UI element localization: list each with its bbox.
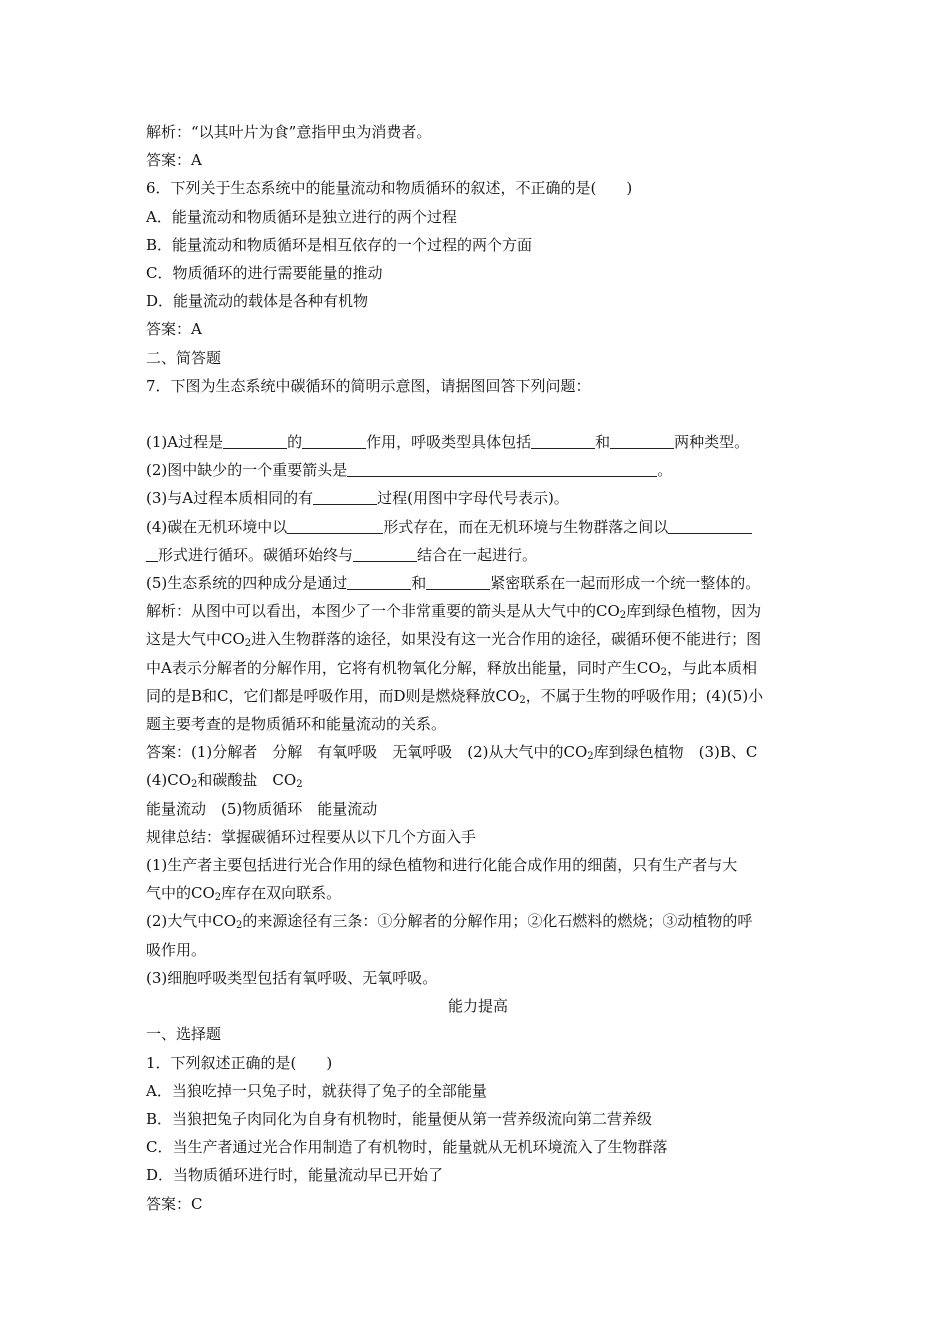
option-c: C．物质循环的进行需要能量的推动 (146, 264, 383, 283)
section-heading-short-answer: 二、简答题 (146, 348, 222, 367)
summary-point-1a: (1)生产者主要包括进行光合作用的绿色植物和进行化能合成作用的细菌，只有生产者与大 (146, 856, 738, 875)
advanced-option-c: C．当生产者通过光合作用制造了有机物时，能量就从无机环境流入了生物群落 (146, 1138, 668, 1157)
answer-q7-line-2: $(4)CO_2$和碳酸盐 $CO_2$ (146, 771, 303, 791)
analysis-q7-line-3: 中A表示分解者的分解作用，它将有机物氧化分解，释放出能量，同时产生$CO_2$，与此本质相 (146, 658, 758, 678)
question-6: 6．下列关于生态系统中的能量流动和物质循环的叙述，不正确的是( ) (146, 179, 633, 198)
advanced-option-a: A．当狼吃掉一只兔子时，就获得了兔子的全部能量 (146, 1081, 487, 1100)
fill-blank[interactable] (668, 517, 752, 534)
summary-title: 规律总结：掌握碳循环过程要从以下几个方面入手 (146, 827, 477, 846)
fill-blank (146, 545, 158, 562)
analysis-q7-line-4: 同的是B和C，它们都是呼吸作用，而D则是燃烧释放$CO_2$，不属于生物的呼吸作用；(4)(5)小 (146, 686, 764, 706)
fill-blank[interactable] (302, 432, 366, 449)
advanced-answer-1: 答案：C (146, 1194, 203, 1213)
q7-part-4a: (4)碳在无机环境中以 形式存在，而在无机环境与生物群落之间以 (146, 513, 810, 541)
fill-blank[interactable] (313, 488, 377, 505)
fill-blank[interactable] (353, 545, 417, 562)
option-d: D．能量流动的载体是各种有机物 (146, 292, 369, 311)
fill-blank[interactable] (347, 573, 411, 590)
q7-part-3: (3)与A过程本质相同的有 过程(用图中字母代号表示)。 (146, 489, 569, 508)
answer-q5: 答案：A (146, 151, 202, 170)
summary-point-2b: 吸作用。 (146, 940, 207, 959)
fill-blank[interactable] (531, 432, 595, 449)
fill-blank[interactable] (610, 432, 674, 449)
summary-point-1b: 气中的$CO_2$库存在双向联系。 (146, 884, 342, 904)
answer-q7-line-1: 答案：(1)分解者 分解 有氧呼吸 无氧呼吸 (2)从大气中的$CO_2$库到绿色植物 (3)B、C (146, 743, 758, 763)
analysis-q5: 解析：“以其叶片为食”意指甲虫为消费者。 (146, 123, 432, 141)
fill-blank[interactable] (347, 460, 657, 477)
analysis-q7-line-1: 解析：从图中可以看出，本图少了一个非常重要的箭头是从大气中的$CO_2$库到绿色植物，因为 (146, 602, 762, 622)
answer-q7-line-3: 能量流动 (5)物质循环 能量流动 (146, 799, 378, 818)
section-heading-advanced: 能力提高 (447, 997, 508, 1016)
question-7: 7．下图为生态系统中碳循环的简明示意图，请据图回答下列问题： (146, 376, 591, 395)
figure-placeholder (146, 400, 810, 428)
fill-blank[interactable] (223, 432, 287, 449)
q7-part-4b: 形式进行循环。碳循环始终与 结合在一起进行。 (146, 541, 810, 569)
advanced-option-d: D．当物质循环进行时，能量流动早已开始了 (146, 1166, 444, 1185)
advanced-option-b: B．当狼把兔子肉同化为自身有机物时，能量便从第一营养级流向第二营养级 (146, 1109, 653, 1128)
q7-part-1: (1)A过程是 的 作用，呼吸类型具体包括 和 两种类型。 (146, 433, 750, 452)
fill-blank[interactable] (287, 517, 383, 534)
summary-point-2a: (2)大气中$CO_2$的来源途径有三条：①分解者的分解作用；②化石燃料的燃烧；③动植物的呼 (146, 912, 753, 932)
q7-part-5: (5)生态系统的四种成分是通过 和 紧密联系在一起而形成一个统一整体的。 (146, 574, 761, 593)
summary-point-3: (3)细胞呼吸类型包括有氧呼吸、无氧呼吸。 (146, 968, 438, 987)
section-heading-choice: 一、选择题 (146, 1025, 222, 1044)
option-a: A．能量流动和物质循环是独立进行的两个过程 (146, 207, 457, 226)
q7-part-2: (2)图中缺少的一个重要箭头是 。 (146, 461, 673, 480)
fill-blank[interactable] (426, 573, 490, 590)
answer-q6: 答案：A (146, 320, 202, 339)
document-page (146, 118, 810, 1218)
option-b: B．能量流动和物质循环是相互依存的一个过程的两个方面 (146, 235, 533, 254)
advanced-question-1: 1．下列叙述正确的是( ) (146, 1053, 333, 1072)
analysis-q7-line-2: 这是大气中$CO_2$进入生物群落的途径，如果没有这一光合作用的途径，碳循环便不能进行；图 (146, 630, 762, 650)
analysis-q7-line-5: 题主要考查的是物质循环和能量流动的关系。 (146, 715, 447, 734)
